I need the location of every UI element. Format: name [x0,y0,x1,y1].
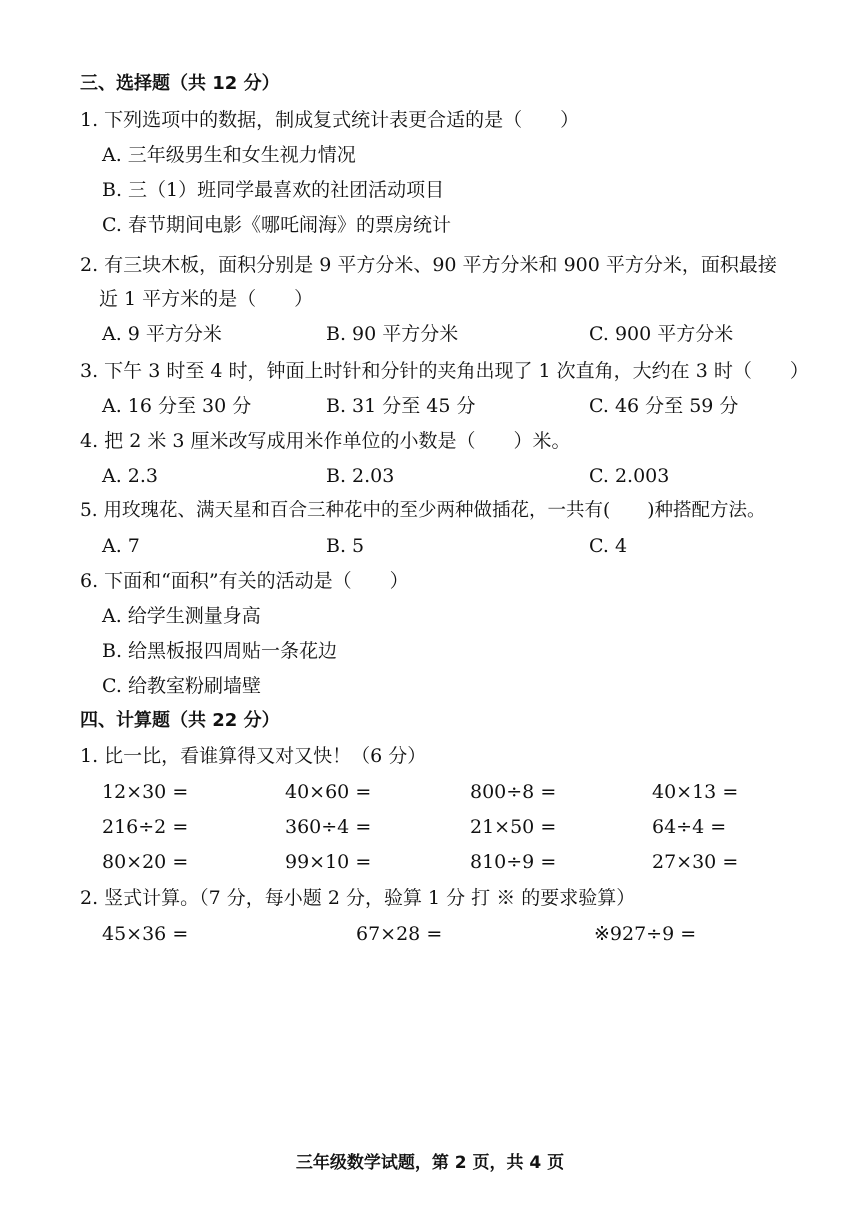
question-5-option-a: A. 7 [102,535,140,557]
question-1-option-b: B. 三（1）班同学最喜欢的社团活动项目 [102,179,445,201]
calc-item: 21×50 = [470,816,557,838]
question-4-stem: 4. 把 2 米 3 厘米改写成用米作单位的小数是（ ）米。 [80,430,571,452]
section-3-header: 三、选择题（共 12 分） [80,73,280,94]
vertical-calc-item: 45×36 = [102,923,189,945]
question-3-stem: 3. 下午 3 时至 4 时，钟面上时针和分针的夹角出现了 1 次直角，大约在 3 时（ ） [80,360,809,382]
calc-item: 80×20 = [102,851,189,873]
calc-item: 64÷4 = [652,816,727,838]
calc-item: 810÷9 = [470,851,557,873]
calc-item: 12×30 = [102,781,189,803]
calc-part-2-title: 2. 竖式计算。（7 分，每小题 2 分，验算 1 分 打 ※ 的要求验算） [80,887,636,909]
calc-item: 216÷2 = [102,816,189,838]
vertical-calc-item: ※927÷9 = [594,923,697,945]
section-4-header: 四、计算题（共 22 分） [80,710,280,731]
question-3-option-c: C. 46 分至 59 分 [589,395,739,417]
question-6-option-a: A. 给学生测量身高 [102,605,261,627]
question-5-stem: 5. 用玫瑰花、满天星和百合三种花中的至少两种做插花，一共有( )种搭配方法。 [80,500,766,521]
question-5-option-c: C. 4 [589,535,628,557]
question-2-option-c: C. 900 平方分米 [589,323,734,345]
calc-item: 40×60 = [285,781,372,803]
question-3-option-b: B. 31 分至 45 分 [326,395,476,417]
question-6-option-c: C. 给教室粉刷墙壁 [102,675,261,697]
calc-item: 99×10 = [285,851,372,873]
question-2-stem-line-1: 2. 有三块木板，面积分别是 9 平方分米、90 平方分米和 900 平方分米，面积最接 [80,254,777,276]
calc-item: 360÷4 = [285,816,372,838]
question-1-option-c: C. 春节期间电影《哪吒闹海》的票房统计 [102,214,451,236]
question-2-option-b: B. 90 平方分米 [326,323,459,345]
question-4-option-b: B. 2.03 [326,465,395,487]
question-4-option-c: C. 2.003 [589,465,670,487]
calc-item: 800÷8 = [470,781,557,803]
question-2-stem-line-2: 近 1 平方米的是（ ） [99,288,314,310]
question-6-stem: 6. 下面和“面积”有关的活动是（ ） [80,570,409,592]
question-1-option-a: A. 三年级男生和女生视力情况 [102,144,356,166]
question-1-stem: 1. 下列选项中的数据，制成复式统计表更合适的是（ ） [80,109,580,131]
question-5-option-b: B. 5 [326,535,365,557]
question-2-option-a: A. 9 平方分米 [102,323,222,345]
question-3-option-a: A. 16 分至 30 分 [102,395,252,417]
calc-item: 27×30 = [652,851,739,873]
calc-part-1-title: 1. 比一比，看谁算得又对又快！（6 分） [80,745,427,767]
question-6-option-b: B. 给黑板报四周贴一条花边 [102,640,338,662]
page-footer: 三年级数学试题，第 2 页，共 4 页 [295,1153,565,1173]
question-4-option-a: A. 2.3 [102,465,159,487]
calc-item: 40×13 = [652,781,739,803]
vertical-calc-item: 67×28 = [356,923,443,945]
